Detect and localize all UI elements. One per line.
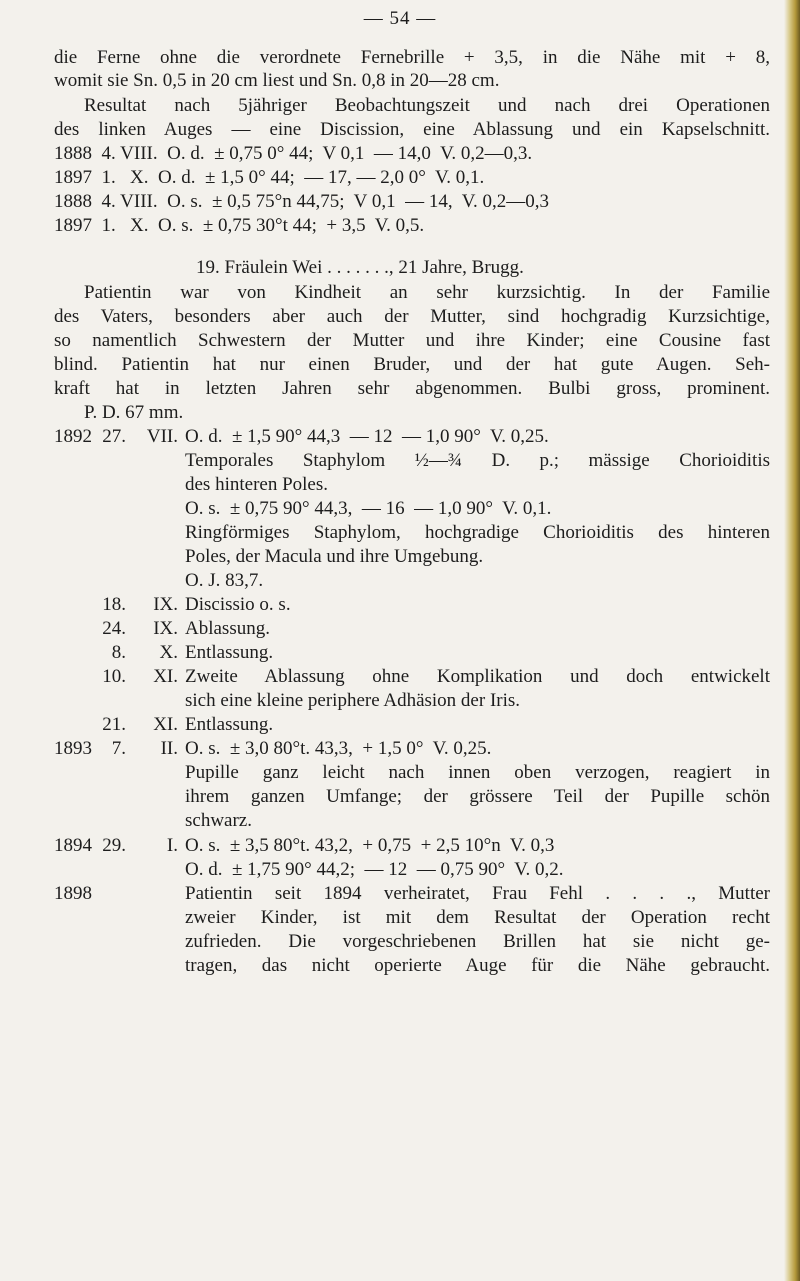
- entry-line: ihrem ganzen Umfange; der grössere Teil der Pupille schön: [185, 786, 770, 807]
- entry-line: O. d. ± 1,5 90° 44,3 — 12 — 1,0 90° V. 0,25.: [185, 426, 549, 447]
- history-line-4: blind. Patientin hat nur einen Bruder, und der hat gute Augen. Seh-: [54, 354, 770, 375]
- entry-month: XI.: [153, 666, 178, 687]
- entry-month: IX.: [153, 594, 178, 615]
- entry-line: Patientin seit 1894 verheiratet, Frau Fehl . . . ., Mutter: [185, 883, 770, 904]
- intro-line-2: womit sie Sn. 0,5 in 20 cm liest und Sn. 0,8 in 20—28 cm.: [54, 70, 500, 91]
- entry-line: Pupille ganz leicht nach innen oben verzogen, reagiert in: [185, 762, 770, 783]
- entry-date: 10.: [102, 666, 126, 687]
- intro-line-3: Resultat nach 5jähriger Beobachtungszeit und nach drei Operationen: [84, 95, 770, 116]
- entry-date: 24.: [102, 618, 126, 639]
- intro-line-4: des linken Auges — eine Discission, eine Ablassung und ein Kapselschnitt.: [54, 119, 770, 140]
- entry-month: XI.: [153, 714, 178, 735]
- entry-line: Temporales Staphylom ½—¾ D. p.; mässige Chorioiditis: [185, 450, 770, 471]
- entry-line: O. s. ± 3,0 80°t. 43,3, + 1,5 0° V. 0,25.: [185, 738, 492, 759]
- entry-year: 1894: [54, 835, 92, 856]
- entry-date: 29.: [102, 835, 126, 856]
- history-line-5: kraft hat in letzten Jahren sehr abgenommen. Bulbi gross, prominent.: [54, 378, 770, 399]
- entry-date: 27.: [102, 426, 126, 447]
- entry-line: zweier Kinder, ist mit dem Resultat der Operation recht: [185, 907, 770, 928]
- entry-year: 1893: [54, 738, 92, 759]
- entry-date: 18.: [102, 594, 126, 615]
- entry-line: tragen, das nicht operierte Auge für die Nähe gebraucht.: [185, 955, 770, 976]
- entry-month: VII.: [146, 426, 178, 447]
- entry-date: 7.: [111, 738, 126, 759]
- history-line-2: des Vaters, besonders aber auch der Mutter, sind hochgradig Kurzsichtige,: [54, 306, 770, 327]
- entry-month: II.: [160, 738, 178, 759]
- history-line-3: so namentlich Schwestern der Mutter und ihre Kinder; eine Cousine fast: [54, 330, 770, 351]
- entry-month: IX.: [153, 618, 178, 639]
- entry-month: I.: [166, 835, 178, 856]
- entry-line: Entlassung.: [185, 642, 274, 663]
- page-number: — 54 —: [363, 8, 437, 29]
- case-heading: 19. Fräulein Wei . . . . . . ., 21 Jahre, Brugg.: [196, 257, 524, 278]
- entry-line: zufrieden. Die vorgeschriebenen Brillen hat sie nicht ge-: [185, 931, 770, 952]
- entry-line: O. s. ± 0,75 90° 44,3, — 16 — 1,0 90° V. 0,1.: [185, 498, 552, 519]
- entry-line: des hinteren Poles.: [185, 474, 329, 495]
- entry-line: O. s. ± 3,5 80°t. 43,2, + 0,75 + 2,5 10°n V. 0,3: [185, 835, 555, 856]
- result-row: 1897 1. X. O. s. ± 0,75 30°t 44; + 3,5 V. 0,5.: [54, 215, 425, 236]
- entry-line: Ringförmiges Staphylom, hochgradige Chorioiditis des hinteren: [185, 522, 770, 543]
- page-edge-shadow: [784, 0, 800, 1281]
- entry-line: sich eine kleine periphere Adhäsion der Iris.: [185, 690, 521, 711]
- entry-date: 21.: [102, 714, 126, 735]
- entry-line: Zweite Ablassung ohne Komplikation und doch entwickelt: [185, 666, 770, 687]
- history-line-1: Patientin war von Kindheit an sehr kurzsichtig. In der Familie: [84, 282, 770, 303]
- entry-line: O. d. ± 1,75 90° 44,2; — 12 — 0,75 90° V. 0,2.: [185, 859, 564, 880]
- entry-line: Entlassung.: [185, 714, 274, 735]
- entry-line: schwarz.: [185, 810, 252, 831]
- intro-line-1: die Ferne ohne die verordnete Fernebrille + 3,5, in die Nähe mit + 8,: [54, 47, 770, 68]
- result-row: 1888 4. VIII. O. s. ± 0,5 75°n 44,75; V 0,1 — 14, V. 0,2—0,3: [54, 191, 549, 212]
- entry-line: Ablassung.: [185, 618, 270, 639]
- entry-month: X.: [159, 642, 178, 663]
- entry-year: 1898: [54, 883, 92, 904]
- entry-line: O. J. 83,7.: [185, 570, 264, 591]
- entry-line: Poles, der Macula und ihre Umgebung.: [185, 546, 484, 567]
- result-row: 1897 1. X. O. d. ± 1,5 0° 44; — 17, — 2,0 0° V. 0,1.: [54, 167, 485, 188]
- entry-year: 1892: [54, 426, 92, 447]
- entry-date: 8.: [111, 642, 126, 663]
- entry-line: Discissio o. s.: [185, 594, 291, 615]
- history-line-6: P. D. 67 mm.: [84, 402, 184, 423]
- result-row: 1888 4. VIII. O. d. ± 0,75 0° 44; V 0,1 — 14,0 V. 0,2—0,3.: [54, 143, 533, 164]
